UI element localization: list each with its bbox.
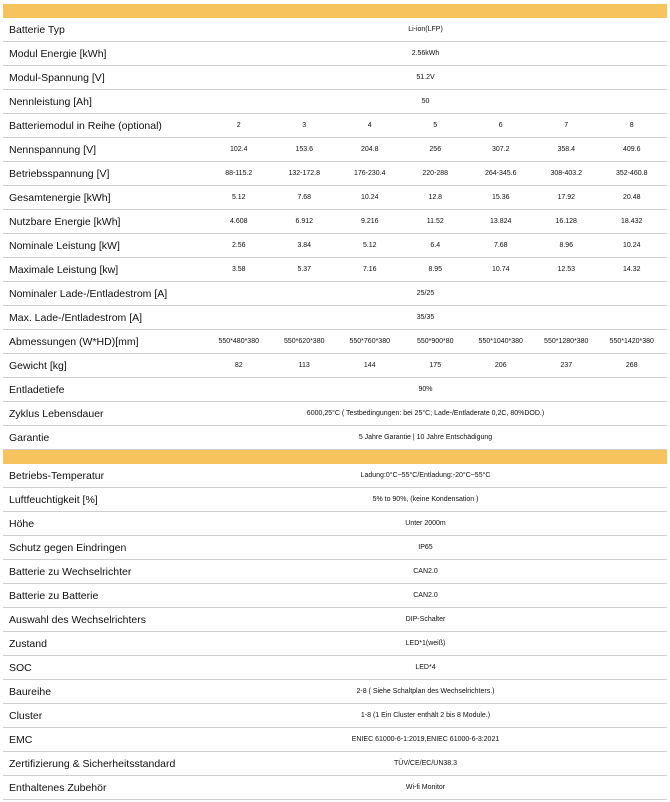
spec-value-cell: 10.24 bbox=[622, 242, 641, 249]
spec-value-cell: 204.8 bbox=[360, 146, 379, 153]
spec-row bbox=[3, 90, 667, 114]
spec-value: Ladung:0°C~55°C/Entladung:-20°C~55°C bbox=[360, 472, 491, 479]
spec-row bbox=[3, 114, 667, 138]
spec-row bbox=[3, 632, 667, 656]
spec-value-cell: 8.95 bbox=[428, 266, 443, 273]
spec-label: Betriebs-Temperatur bbox=[9, 469, 105, 482]
spec-value-cell: 550*760*380 bbox=[349, 338, 390, 345]
spec-value-cell: 7 bbox=[564, 122, 569, 129]
section-band bbox=[3, 450, 667, 464]
spec-label: Zustand bbox=[9, 637, 47, 650]
spec-value-cell: 16.128 bbox=[555, 218, 577, 225]
spec-row bbox=[3, 512, 667, 536]
spec-value: 51.2V bbox=[416, 74, 435, 81]
spec-value: Unter 2000m bbox=[405, 520, 446, 527]
spec-label: SOC bbox=[9, 661, 32, 674]
spec-value-cell: 17.92 bbox=[557, 194, 576, 201]
spec-value: CAN2.0 bbox=[413, 568, 438, 575]
spec-value: 50 bbox=[421, 98, 430, 105]
spec-row bbox=[3, 66, 667, 90]
spec-label: Modul Energie [kWh] bbox=[9, 47, 107, 60]
spec-value-cell: 10.24 bbox=[360, 194, 379, 201]
spec-label: Batterie zu Batterie bbox=[9, 589, 99, 602]
spec-row bbox=[3, 608, 667, 632]
spec-row bbox=[3, 42, 667, 66]
spec-value: 25/25 bbox=[416, 290, 435, 297]
spec-label: Abmessungen (W*HD)[mm] bbox=[9, 335, 139, 348]
spec-value-cell: 3.58 bbox=[231, 266, 246, 273]
spec-label: Maximale Leistung [kw] bbox=[9, 263, 119, 276]
spec-value-cell: 153.6 bbox=[295, 146, 314, 153]
spec-value-cell: 264-345.6 bbox=[484, 170, 517, 177]
spec-label: Nutzbare Energie [kWh] bbox=[9, 215, 121, 228]
spec-value-cells bbox=[206, 362, 667, 369]
spec-row bbox=[3, 162, 667, 186]
spec-value: DIP-Schalter bbox=[405, 616, 446, 623]
spec-label: Batterie zu Wechselrichter bbox=[9, 565, 132, 578]
spec-value: 6000,25°C ( Testbedingungen: bei 25°C; Lade-/Entladerate 0,2C, 80%DOD.) bbox=[306, 410, 545, 417]
spec-label: Zertifizierung & Sicherheitsstandard bbox=[9, 757, 176, 770]
spec-value-cell: 206 bbox=[494, 362, 507, 369]
spec-label: Gewicht [kg] bbox=[9, 359, 67, 372]
spec-value-cells bbox=[206, 338, 667, 345]
spec-value-cells bbox=[206, 146, 667, 153]
spec-value-cell: 409.6 bbox=[622, 146, 641, 153]
spec-value-cell: 550*480*380 bbox=[218, 338, 259, 345]
spec-value: 5 Jahre Garantie | 10 Jahre Entschädigung bbox=[358, 434, 493, 441]
spec-value-cell: 358.4 bbox=[557, 146, 576, 153]
spec-label: Modul-Spannung [V] bbox=[9, 71, 105, 84]
spec-value-cell: 7.68 bbox=[297, 194, 312, 201]
spec-value-cell: 7.68 bbox=[493, 242, 508, 249]
spec-label: Betriebsspannung [V] bbox=[9, 167, 110, 180]
spec-label: Garantie bbox=[9, 431, 50, 444]
spec-value-cell: 102.4 bbox=[229, 146, 248, 153]
spec-value-cell: 12.53 bbox=[557, 266, 576, 273]
spec-value: 2.56kWh bbox=[411, 50, 440, 57]
spec-value-cell: 5.12 bbox=[362, 242, 377, 249]
spec-value-cell: 6.912 bbox=[295, 218, 314, 225]
spec-value-cell: 88-115.2 bbox=[225, 170, 253, 177]
spec-value-cell: 6.4 bbox=[430, 242, 441, 249]
spec-row bbox=[3, 680, 667, 704]
spec-row bbox=[3, 776, 667, 800]
spec-value: Wi-fi Monitor bbox=[405, 784, 446, 791]
spec-value: ENIEC 61000-6-1:2019,ENIEC 61000-6-3:2021 bbox=[351, 736, 500, 743]
spec-row bbox=[3, 378, 667, 402]
spec-row bbox=[3, 234, 667, 258]
spec-value: Li-ion(LFP) bbox=[408, 26, 443, 33]
spec-label: Höhe bbox=[9, 517, 35, 530]
spec-row bbox=[3, 282, 667, 306]
spec-value-cell: 550*620*380 bbox=[284, 338, 325, 345]
spec-value-cell: 20.48 bbox=[622, 194, 641, 201]
spec-row bbox=[3, 426, 667, 450]
spec-row bbox=[3, 138, 667, 162]
spec-value-cell: 256 bbox=[429, 146, 442, 153]
spec-label: Nennleistung [Ah] bbox=[9, 95, 92, 108]
spec-row bbox=[3, 464, 667, 488]
spec-value-cell: 8.96 bbox=[559, 242, 574, 249]
spec-value-cell: 144 bbox=[363, 362, 376, 369]
spec-label: Enthaltenes Zubehör bbox=[9, 781, 107, 794]
section-band bbox=[3, 4, 667, 18]
spec-value-cell: 352-460.8 bbox=[615, 170, 648, 177]
spec-value-cells bbox=[206, 170, 667, 177]
spec-value-cell: 550*1040*380 bbox=[478, 338, 523, 345]
spec-value-cell: 2.56 bbox=[231, 242, 246, 249]
spec-value: 2-8 ( Siehe Schaltplan des Wechselrichters.) bbox=[356, 688, 495, 695]
spec-value-cells bbox=[206, 194, 667, 201]
spec-label: Auswahl des Wechselrichters bbox=[9, 613, 146, 626]
spec-value: 90% bbox=[418, 386, 433, 393]
spec-value-cell: 14.32 bbox=[622, 266, 641, 273]
spec-value-cell: 8 bbox=[629, 122, 634, 129]
spec-value-cells bbox=[206, 242, 667, 249]
spec-value-cell: 2 bbox=[236, 122, 241, 129]
spec-row bbox=[3, 536, 667, 560]
spec-value-cell: 550*1280*380 bbox=[544, 338, 589, 345]
spec-table bbox=[3, 4, 667, 800]
spec-value-cell: 132-172.8 bbox=[288, 170, 321, 177]
spec-value-cell: 10.74 bbox=[491, 266, 510, 273]
spec-value-cell: 3.84 bbox=[297, 242, 312, 249]
spec-value-cell: 5.12 bbox=[231, 194, 246, 201]
spec-row bbox=[3, 354, 667, 378]
spec-value-cell: 175 bbox=[429, 362, 442, 369]
spec-label: Baureihe bbox=[9, 685, 52, 698]
spec-value: LED*1(weiß) bbox=[405, 640, 446, 647]
spec-value-cell: 11.52 bbox=[426, 218, 444, 225]
spec-row bbox=[3, 656, 667, 680]
spec-value-cell: 9.216 bbox=[360, 218, 379, 225]
spec-value-cell: 15.36 bbox=[491, 194, 510, 201]
spec-label: Schutz gegen Eindringen bbox=[9, 541, 127, 554]
spec-row bbox=[3, 186, 667, 210]
spec-label: Batterie Typ bbox=[9, 23, 65, 36]
spec-value: 5% to 90%, (keine Kondensation ) bbox=[372, 496, 479, 503]
spec-label: Nominaler Lade-/Entladestrom [A] bbox=[9, 287, 168, 300]
spec-row bbox=[3, 330, 667, 354]
spec-value-cell: 237 bbox=[560, 362, 573, 369]
spec-value-cell: 4 bbox=[367, 122, 372, 129]
spec-value-cell: 307.2 bbox=[491, 146, 510, 153]
spec-row bbox=[3, 560, 667, 584]
spec-row bbox=[3, 728, 667, 752]
spec-value-cell: 4.608 bbox=[229, 218, 248, 225]
spec-row bbox=[3, 258, 667, 282]
spec-value-cell: 7.16 bbox=[362, 266, 377, 273]
spec-value-cell: 308-403.2 bbox=[550, 170, 583, 177]
spec-value-cell: 82 bbox=[234, 362, 243, 369]
spec-label: Gesamtenergie [kWh] bbox=[9, 191, 111, 204]
spec-row bbox=[3, 18, 667, 42]
spec-value: 1-8 (1 Ein Cluster enthält 2 bis 8 Module.) bbox=[360, 712, 491, 719]
spec-value-cell: 5 bbox=[433, 122, 438, 129]
spec-value-cells bbox=[206, 266, 667, 273]
spec-value-cell: 268 bbox=[625, 362, 638, 369]
spec-label: Luftfeuchtigkeit [%] bbox=[9, 493, 98, 506]
spec-row bbox=[3, 210, 667, 234]
spec-label: Nennspannung [V] bbox=[9, 143, 96, 156]
spec-value-cell: 113 bbox=[298, 362, 310, 369]
spec-row bbox=[3, 704, 667, 728]
spec-value: CAN2.0 bbox=[413, 592, 438, 599]
spec-row bbox=[3, 306, 667, 330]
spec-row bbox=[3, 488, 667, 512]
spec-label: Entladetiefe bbox=[9, 383, 65, 396]
spec-value-cell: 3 bbox=[302, 122, 307, 129]
spec-value: TÜV/CE/EC/UN38.3 bbox=[393, 760, 458, 767]
spec-value-cell: 5.37 bbox=[297, 266, 312, 273]
spec-label: Batteriemodul in Reihe (optional) bbox=[9, 119, 162, 132]
spec-value-cell: 12.8 bbox=[428, 194, 443, 201]
spec-value: 35/35 bbox=[416, 314, 435, 321]
spec-label: Max. Lade-/Entladestrom [A] bbox=[9, 311, 143, 324]
spec-label: Cluster bbox=[9, 709, 43, 722]
spec-value-cell: 13.824 bbox=[490, 218, 512, 225]
spec-value: LED*4 bbox=[415, 664, 436, 671]
spec-value-cell: 220-288 bbox=[422, 170, 449, 177]
spec-value-cell: 6 bbox=[498, 122, 503, 129]
spec-row bbox=[3, 584, 667, 608]
spec-value-cells bbox=[206, 218, 667, 225]
spec-row bbox=[3, 402, 667, 426]
spec-value-cell: 176-230.4 bbox=[353, 170, 386, 177]
spec-label: Zyklus Lebensdauer bbox=[9, 407, 104, 420]
spec-row bbox=[3, 752, 667, 776]
spec-value-cells bbox=[206, 122, 667, 129]
spec-value: IP65 bbox=[418, 544, 433, 551]
spec-value-cell: 550*900*80 bbox=[416, 338, 454, 345]
spec-value-cell: 550*1420*380 bbox=[609, 338, 654, 345]
spec-value-cell: 18.432 bbox=[621, 218, 643, 225]
spec-label: Nominale Leistung [kW] bbox=[9, 239, 120, 252]
spec-label: EMC bbox=[9, 733, 33, 746]
